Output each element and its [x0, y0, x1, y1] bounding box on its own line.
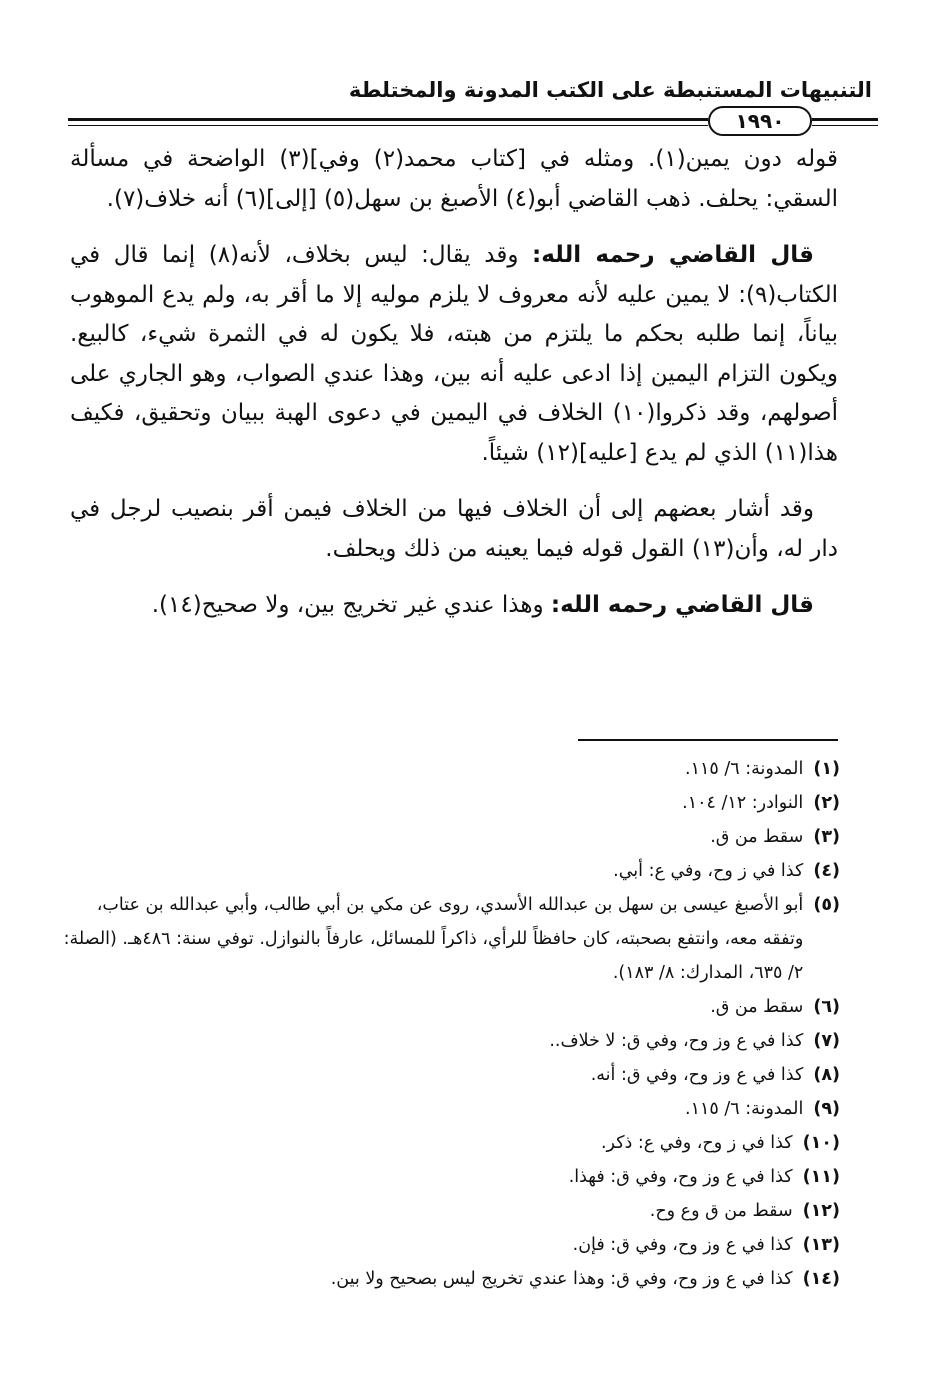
footnote	[60, 820, 840, 854]
footnote-number: (١٣)	[802, 1235, 840, 1255]
footnote-text: كذا في ع وز وح، وفي ق: أنه.	[590, 1065, 804, 1085]
footnote-number: (٨)	[813, 1065, 840, 1085]
header-rule-right-thick	[812, 118, 878, 121]
header-rule-thick	[68, 118, 708, 121]
footnote-text: المدونة: ٦/ ١١٥.	[684, 1099, 804, 1119]
paragraph	[70, 490, 838, 569]
footnote-text: أبو الأصبغ عيسى بن سهل بن عبدالله الأسدي، روى عن مكي بن أبي طالب، وأبي عبدالله بن عتاب، وتفقه معه، وانتفع بصحبته، كان حافظاً للرأي، ذاكراً للمسائل، عارفاً بالنوازل. توفي سنة: ٤٨٦هـ. (الصلة: ٢/ ٦٣٥، المدارك: ٨/ ١٨٣).	[63, 895, 804, 983]
speaker-label: قال القاضي رحمه الله:	[532, 242, 814, 268]
paragraph	[70, 586, 838, 626]
footnote	[60, 1262, 840, 1296]
footnote-text: كذا في ع وز وح، وفي ق: لا خلاف..	[549, 1031, 804, 1051]
footnote-number: (٢)	[813, 793, 840, 813]
footnote-number: (١٢)	[802, 1201, 840, 1221]
footnote-text: سقط من ق.	[710, 997, 804, 1017]
footnote-text: المدونة: ٦/ ١١٥.	[684, 759, 804, 779]
footnote	[60, 786, 840, 820]
footnote	[60, 990, 840, 1024]
page-number: ١٩٩٠	[708, 106, 812, 136]
footnote	[60, 1228, 840, 1262]
footnote-text: كذا في ز وح، وفي ع: أبي.	[613, 861, 804, 881]
footnote-divider	[578, 739, 838, 741]
footnote	[60, 1160, 840, 1194]
footnote-number: (٣)	[813, 827, 840, 847]
footnotes	[60, 752, 840, 1296]
footnote-number: (٧)	[813, 1031, 840, 1051]
footnote-text: سقط من ق.	[710, 827, 804, 847]
footnote-text: كذا في ع وز وح، وفي ق: فهذا.	[568, 1167, 793, 1187]
header-rule-right-thin	[812, 125, 878, 126]
footnote	[60, 1194, 840, 1228]
page-header	[68, 78, 880, 108]
footnote	[60, 1024, 840, 1058]
footnote	[60, 1126, 840, 1160]
speaker-label: قال القاضي رحمه الله:	[550, 592, 814, 618]
footnote	[60, 854, 840, 888]
main-text	[70, 140, 838, 643]
footnote-text: كذا في ز وح، وفي ع: ذكر.	[600, 1133, 793, 1153]
footnote-number: (٥)	[813, 895, 840, 915]
footnote	[60, 1058, 840, 1092]
paragraph	[70, 140, 838, 219]
paragraph-text: قوله دون يمين(١). ومثله في [كتاب محمد(٢) وفي](٣) الواضحة في مسألة السقي: يحلف. ذهب القاضي أبو(٤) الأصبغ بن سهل(٥) [إلى](٦) أنه خلاف(٧).	[70, 146, 838, 212]
header-rule-thin	[68, 125, 708, 126]
paragraph	[70, 236, 838, 473]
paragraph-text: وقد يقال: ليس بخلاف، لأنه(٨) إنما قال في الكتاب(٩): لا يمين عليه لأنه معروف لا يلزم موليه إلا ما أقر به، ولم يدع الموهوب بياناً، إنما طلبه بحكم ما يلتزم من هبته، فلا يكون له في الثمرة شيء، كالبيع. ويكون التزام اليمين إذا ادعى عليه أنه بين، وهذا عندي الصواب، وهو الجاري على أصولهم، وقد ذكروا(١٠) الخلاف في اليمين في دعوى الهبة ببيان وتحقيق، فكيف هذا(١١) الذي لم يدع [عليه](١٢) شيئاً.	[70, 242, 839, 466]
running-title: التنبيهات المستنبطة على الكتب المدونة والمختلطة	[348, 78, 872, 102]
footnote	[60, 752, 840, 786]
footnote-text: كذا في ع وز وح، وفي ق: وهذا عندي تخريج ليس بصحيح ولا بين.	[330, 1269, 793, 1289]
footnote-text: النوادر: ١٢/ ١٠٤.	[682, 793, 804, 813]
footnote-text: سقط من ق وع وح.	[649, 1201, 793, 1221]
footnote-number: (١١)	[802, 1167, 840, 1187]
paragraph-text: وهذا عندي غير تخريج بين، ولا صحيح(١٤).	[151, 592, 551, 618]
footnote-number: (١٠)	[802, 1133, 840, 1153]
paragraph-text: وقد أشار بعضهم إلى أن الخلاف فيها من الخلاف فيمن أقر بنصيب لرجل في دار له، وأن(١٣) القول قوله فيما يعينه من ذلك ويحلف.	[70, 496, 838, 562]
footnote	[60, 1092, 840, 1126]
footnote-number: (١)	[813, 759, 840, 779]
footnote-number: (٩)	[813, 1099, 840, 1119]
footnote-number: (٤)	[813, 861, 840, 881]
footnote-number: (٦)	[813, 997, 840, 1017]
footnote-text: كذا في ع وز وح، وفي ق: فإن.	[572, 1235, 793, 1255]
footnote-number: (١٤)	[802, 1269, 840, 1289]
footnote	[60, 888, 840, 990]
